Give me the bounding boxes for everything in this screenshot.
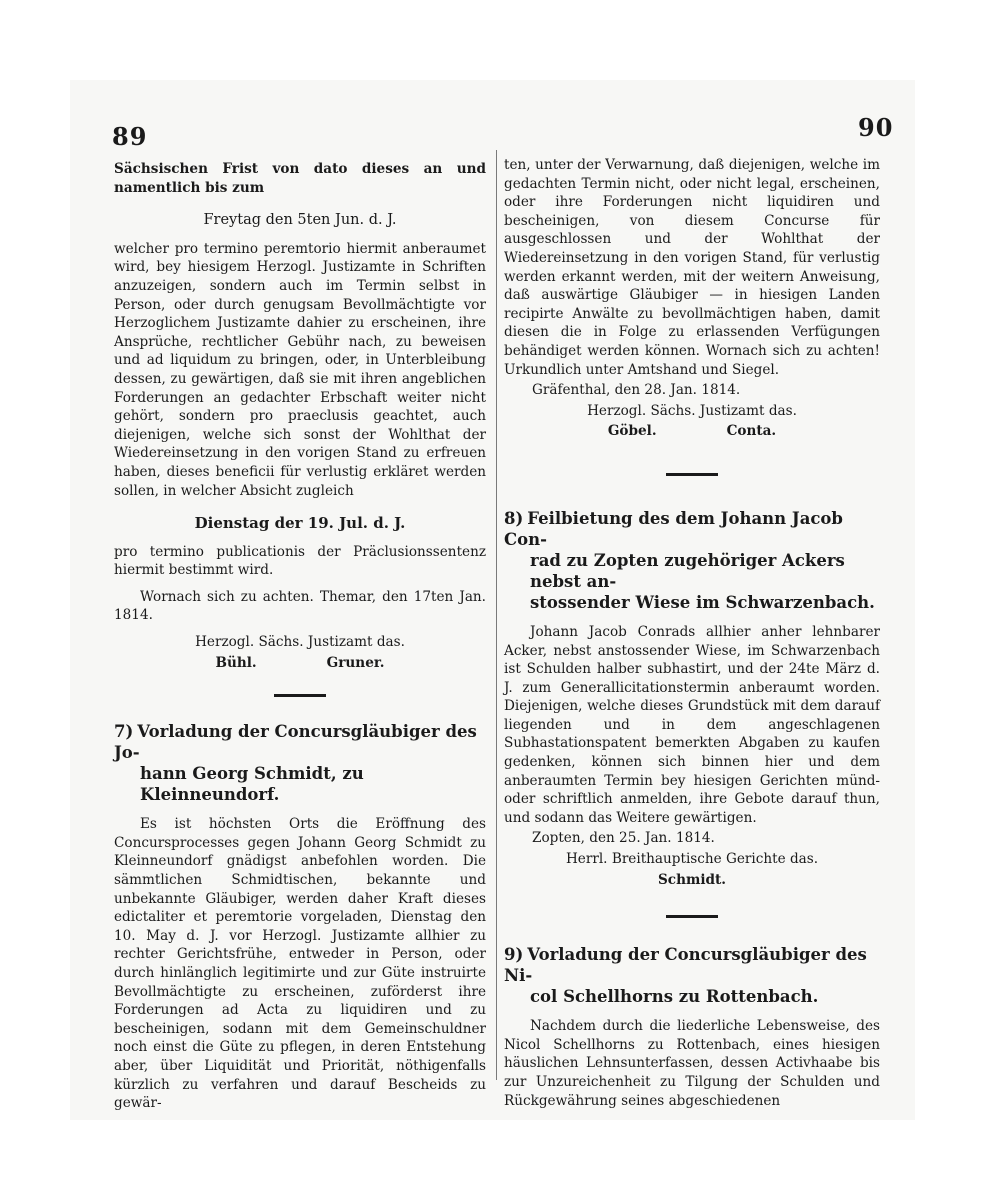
continued-paragraph: ten, unter der Verwarnung, daß diejenigen, welche im gedachten Termin nicht, oder nicht legal, erscheinen, oder ihre Forderungen nicht liquidiren und bescheinigen, von diesem Concurse für ausgeschlossen und der Wohlthat der Wiedereinsetzung in den vorigen Stand, für verlustig werden erkannt werden, mit der weitern Anweisung, daß auswärtige Gläubiger — in hiesigen Landen recipirte Anwälte zu bevollmächtigen haben, damit diesen die in Folge zu erlassenden Verfügungen behändiget werden können. Wornach sich zu achten! Urkundlich unter Amtshand und Siegel. <box>504 157 880 378</box>
left-column <box>114 160 486 1113</box>
heading-line: rad zu Zopten zugehöriger Ackers nebst an- <box>530 550 845 591</box>
intro-text: Sächsischen Frist von dato dieses an und namentlich bis zum <box>114 161 486 196</box>
place-date: Zopten, den 25. Jan. 1814. <box>532 830 715 847</box>
official-name: Gruner. <box>326 654 385 671</box>
page-number-right: 90 <box>858 113 894 142</box>
section-9-paragraph: Nachdem durch die liederliche Lebensweise, des Nicol Schellhorns zu Rottenbach, eines hiesigen häuslichen Lehnsunterfassen, dessen Activhaabe bis zur Unzureichenheit zu Tilgung der Schulden und Rückgewährung seines abgeschiedenen <box>504 1018 880 1109</box>
authority-signature: Herzogl. Sächs. Justizamt das. <box>587 402 797 419</box>
section-7-paragraph: Es ist höchsten Orts die Eröffnung des Concursprocesses gegen Johann Georg Schmidt zu Kleinneundorf gnädigst anbefohlen worden. Die sämmtlichen Schmidtischen, bekannte und unbekannte Gläubiger, werden daher Kraft dieses edictaliter et peremtorie vorgeladen, Dienstag den 10. May d. J. vor Herzogl. Justizamte allhier zu rechter Gerichtsfrühe, entweder in Person, oder durch hinlänglich legitimirte und zur Güte instruirte Bevollmächtigte zu erscheinen, zuförderst ihre Forderungen ad Acta zu liquidiren und zu bescheinigen, sodann mit dem Gemeinschuldner noch einst die Güte zu pflegen, in deren Entstehung aber, über Liquidität und Priorität, nöthigenfalls kürzlich zu verfahren und darauf Bescheids zu gewär- <box>114 816 486 1112</box>
official-names <box>504 422 880 441</box>
closing-line: Wornach sich zu achten. Themar, den 17ten Jan. 1814. <box>114 588 486 624</box>
official-name: Conta. <box>726 423 777 440</box>
right-column <box>504 156 880 1110</box>
official-name: Göbel. <box>607 423 657 440</box>
notice-paragraph: welcher pro termino peremtorio hiermit anberaumet wird, bey hiesigem Herzogl. Justizamte in Schriften anzuzeigen, sondern auch im Termin selbst in Person, oder durch genugsam Bevollmächtigte vor Herzoglichem Justizamte dahier zu erscheinen, ihre Ansprüche, rechtlicher Gebühr nach, zu beweisen und ad liquidum zu bringen, oder, in Unterbleibung dessen, zu gewärtigen, daß sie mit ihren angeblichen Forderungen an gedachter Erbschaft weiter nicht gehört, sondern pro praeclusis geachtet, auch diejenigen, welche sich sonst der Wohlthat der Wiedereinsetzung in den vorigen Stand zu erfreuen haben, dieses beneficii für verlustig erkläret werden sollen, in welcher Absicht zugleich <box>114 240 486 499</box>
publication-date: Dienstag der 19. Jul. d. J. <box>194 514 406 533</box>
section-heading-8 <box>504 508 880 613</box>
section-separator <box>666 473 718 476</box>
heading-line: Feilbietung des dem Johann Jacob Con- <box>504 508 843 549</box>
section-8-paragraph: Johann Jacob Conrads allhier anher lehnbarer Acker, nebst anstossender Wiese, im Schwarzenbach ist Schulden halber subhastirt, und der 24te März d. J. zum Generallicitationstermin anberaumt worden. Diejenigen, welche dieses Grundstück mit dem darauf liegenden und in dem angeschlagenen Subhastationspatent bemerkten Abgaben zu kaufen gedenken, können sich binnen hier und dem anberaumten Termin bey hiesigen Gerichten münd- oder schriftlich anmelden, ihre Gebote darauf thun, und sodann das Weitere gewärtigen. <box>504 623 880 826</box>
column-divider <box>496 150 497 1080</box>
deadline-date: Freytag den 5ten Jun. d. J. <box>203 212 397 229</box>
section-separator <box>666 915 718 918</box>
heading-line: col Schellhorns zu Rottenbach. <box>530 987 819 1007</box>
heading-line: Vorladung der Concursgläubiger des Jo- <box>114 722 477 763</box>
section-number: 9) <box>504 945 524 965</box>
heading-line: Vorladung der Concursgläubiger des Ni- <box>504 945 867 986</box>
page-number-left: 89 <box>112 122 148 151</box>
heading-line: hann Georg Schmidt, zu Kleinneundorf. <box>140 764 364 805</box>
official-name: Schmidt. <box>657 871 727 888</box>
section-separator <box>274 694 326 697</box>
publication-paragraph: pro termino publicationis der Präclusionssentenz hiermit bestimmt wird. <box>114 543 486 579</box>
official-name: Bühl. <box>215 654 257 671</box>
authority-signature: Herrl. Breithauptische Gerichte das. <box>565 851 819 868</box>
section-heading-9 <box>504 944 880 1007</box>
heading-line: stossender Wiese im Schwarzenbach. <box>530 592 875 612</box>
section-heading-7 <box>114 721 486 805</box>
section-number: 8) <box>504 508 524 528</box>
section-number: 7) <box>114 722 134 742</box>
authority-signature: Herzogl. Sächs. Justizamt das. <box>195 634 405 651</box>
place-date: Gräfenthal, den 28. Jan. 1814. <box>532 382 741 399</box>
official-names <box>114 654 486 673</box>
